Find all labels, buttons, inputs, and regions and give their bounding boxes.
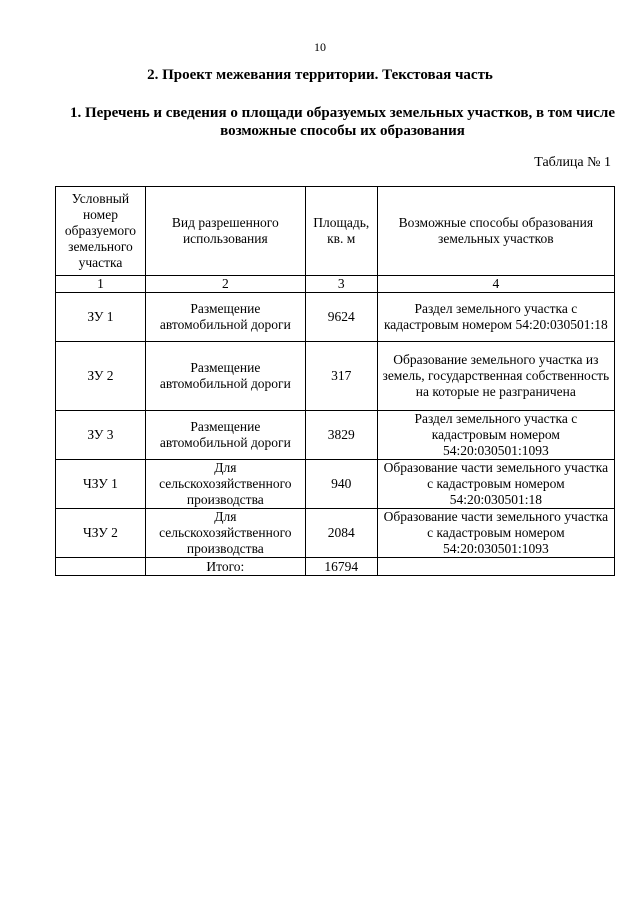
plot-id-cell: ЧЗУ 1	[56, 460, 146, 509]
permitted-use-cell: Для сельскохозяйственного производства	[145, 509, 305, 558]
column-numbers-row	[56, 276, 615, 293]
header-permitted-use: Вид разрешенного использования	[145, 187, 305, 276]
section-title: 2. Проект межевания территории. Текстовая часть	[147, 67, 493, 83]
plot-id-cell: ЗУ 3	[56, 411, 146, 460]
permitted-use-cell: Размещение автомобильной дороги	[145, 293, 305, 342]
header-area: Площадь, кв. м	[305, 187, 377, 276]
table-row	[56, 509, 615, 558]
permitted-use-cell: Для сельскохозяйственного производства	[145, 460, 305, 509]
column-number: 4	[377, 276, 614, 293]
list-title: 1. Перечень и сведения о площади образуемых земельных участков, в том числе возможные способы их образования	[70, 105, 615, 139]
plot-id-cell: ЧЗУ 2	[56, 509, 146, 558]
formation-method-cell: Образование части земельного участка с кадастровым номером 54:20:030501:1093	[377, 509, 614, 558]
area-cell: 9624	[305, 293, 377, 342]
formation-method-cell: Образование земельного участка из земель, государственная собственность на которые не разграничена	[377, 342, 614, 411]
formation-method-cell: Раздел земельного участка с кадастровым номером 54:20:030501:18	[377, 293, 614, 342]
area-cell: 940	[305, 460, 377, 509]
total-row	[56, 558, 615, 576]
formation-method-cell: Раздел земельного участка с кадастровым номером 54:20:030501:1093	[377, 411, 614, 460]
table-row	[56, 293, 615, 342]
table-row	[56, 411, 615, 460]
total-label: Итого:	[145, 558, 305, 576]
total-value: 16794	[305, 558, 377, 576]
header-plot-number: Условный номер образуемого земельного участка	[56, 187, 146, 276]
total-empty-cell	[56, 558, 146, 576]
plot-id-cell: ЗУ 2	[56, 342, 146, 411]
area-cell: 317	[305, 342, 377, 411]
table-caption: Таблица № 1	[534, 155, 611, 170]
permitted-use-cell: Размещение автомобильной дороги	[145, 342, 305, 411]
area-cell: 3829	[305, 411, 377, 460]
page-number: 10	[314, 40, 326, 54]
header-formation-methods: Возможные способы образования земельных участков	[377, 187, 614, 276]
table-row	[56, 460, 615, 509]
area-cell: 2084	[305, 509, 377, 558]
table-header-row	[56, 187, 615, 276]
permitted-use-cell: Размещение автомобильной дороги	[145, 411, 305, 460]
table-row	[56, 342, 615, 411]
formation-method-cell: Образование части земельного участка с кадастровым номером 54:20:030501:18	[377, 460, 614, 509]
column-number: 1	[56, 276, 146, 293]
plot-id-cell: ЗУ 1	[56, 293, 146, 342]
column-number: 2	[145, 276, 305, 293]
column-number: 3	[305, 276, 377, 293]
total-empty-cell	[377, 558, 614, 576]
land-plots-table	[55, 186, 615, 576]
